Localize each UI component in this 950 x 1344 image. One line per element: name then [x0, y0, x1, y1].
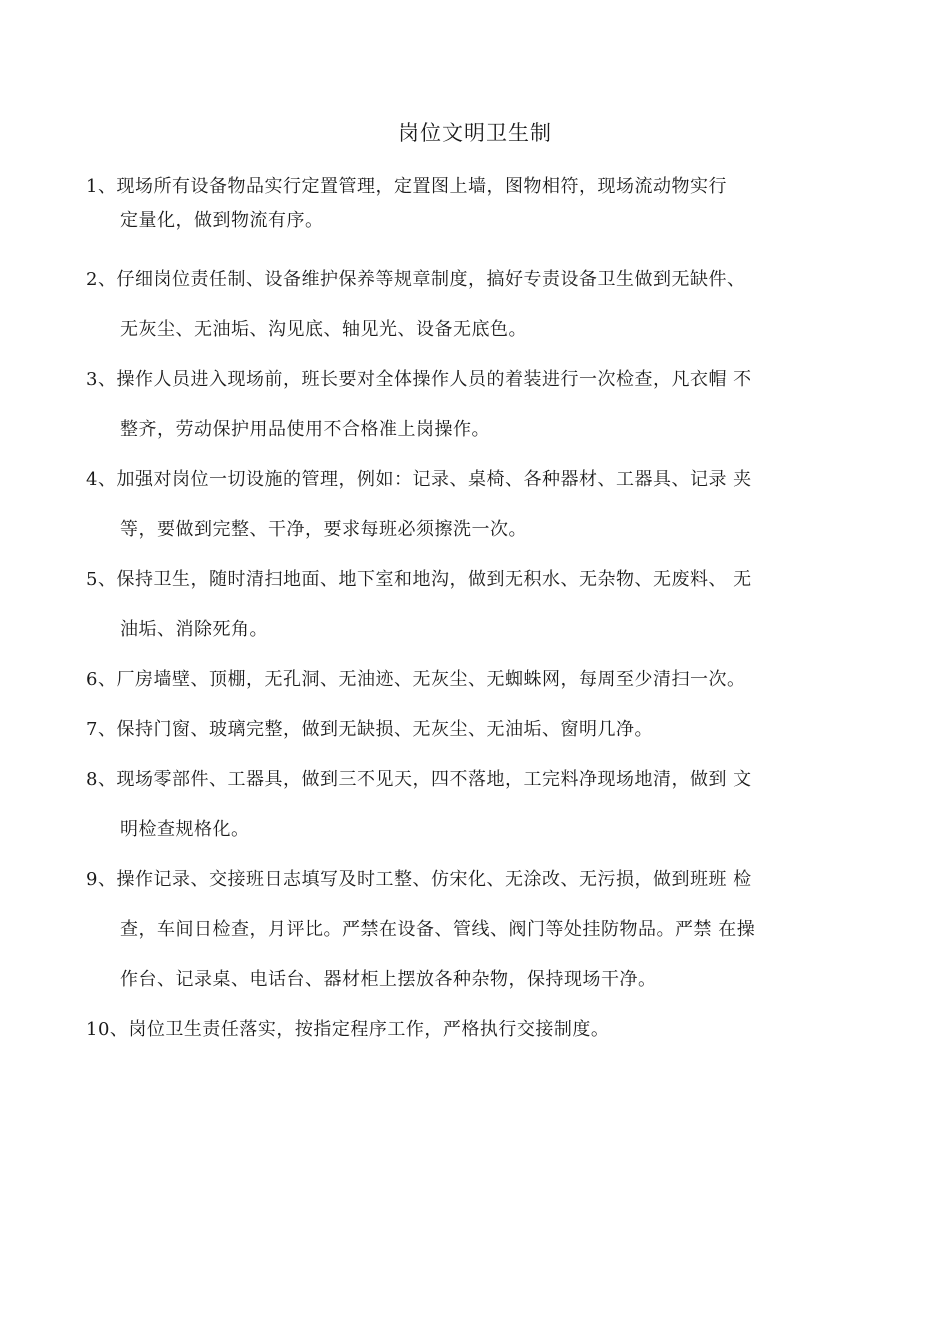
rule-line: 6、厂房墙壁、顶棚，无孔洞、无油迹、无灰尘、无蜘蛛网，每周至少清扫一次。 — [86, 669, 746, 690]
rule-line: 定量化，做到物流有序。 — [120, 210, 324, 231]
rule-item-5 — [86, 555, 866, 655]
rule-item-8 — [86, 755, 866, 855]
rule-line: 4、加强对岗位一切设施的管理，例如：记录、桌椅、各种器材、工器具、记录 夹 — [86, 469, 752, 490]
rule-line: 3、操作人员进入现场前，班长要对全体操作人员的着装进行一次检查，凡衣帽 不 — [86, 369, 752, 390]
rule-line: 7、保持门窗、玻璃完整，做到无缺损、无灰尘、无油垢、窗明几净。 — [86, 719, 653, 740]
rule-item-2 — [86, 255, 866, 355]
page-title: 岗位文明卫生制 — [398, 121, 552, 145]
rule-item-10 — [86, 1005, 866, 1055]
rule-item-3 — [86, 355, 866, 455]
rule-item-1 — [86, 170, 866, 238]
rule-line: 油垢、消除死角。 — [120, 619, 268, 640]
rule-line: 10、岗位卫生责任落实，按指定程序工作，严格执行交接制度。 — [86, 1019, 610, 1040]
rule-item-7 — [86, 705, 866, 755]
rule-line: 整齐，劳动保护用品使用不合格准上岗操作。 — [120, 419, 490, 440]
rule-item-4 — [86, 455, 866, 555]
rule-line: 无灰尘、无油垢、沟见底、轴见光、设备无底色。 — [120, 319, 527, 340]
rule-line: 等，要做到完整、干净，要求每班必须擦洗一次。 — [120, 519, 527, 540]
rule-line: 2、仔细岗位责任制、设备维护保养等规章制度，搞好专责设备卫生做到无缺件、 — [86, 269, 746, 290]
rule-line: 8、现场零部件、工器具，做到三不见天，四不落地，工完料净现场地清，做到 文 — [86, 769, 752, 790]
rule-line: 9、操作记录、交接班日志填写及时工整、仿宋化、无涂改、无污损，做到班班 检 — [86, 869, 752, 890]
rule-item-6 — [86, 655, 866, 705]
rule-line: 作台、记录桌、电话台、器材柜上摆放各种杂物，保持现场干净。 — [120, 969, 657, 990]
rule-line: 1、现场所有设备物品实行定置管理，定置图上墙，图物相符，现场流动物实行 — [86, 176, 727, 197]
rule-line: 查，车间日检查，月评比。严禁在设备、管线、阀门等处挂防物品。严禁 在操 — [120, 919, 756, 940]
rule-item-9 — [86, 855, 866, 1005]
rule-line: 5、保持卫生，随时清扫地面、地下室和地沟，做到无积水、无杂物、无废料、 无 — [86, 569, 752, 590]
rule-line: 明检查规格化。 — [120, 819, 250, 840]
